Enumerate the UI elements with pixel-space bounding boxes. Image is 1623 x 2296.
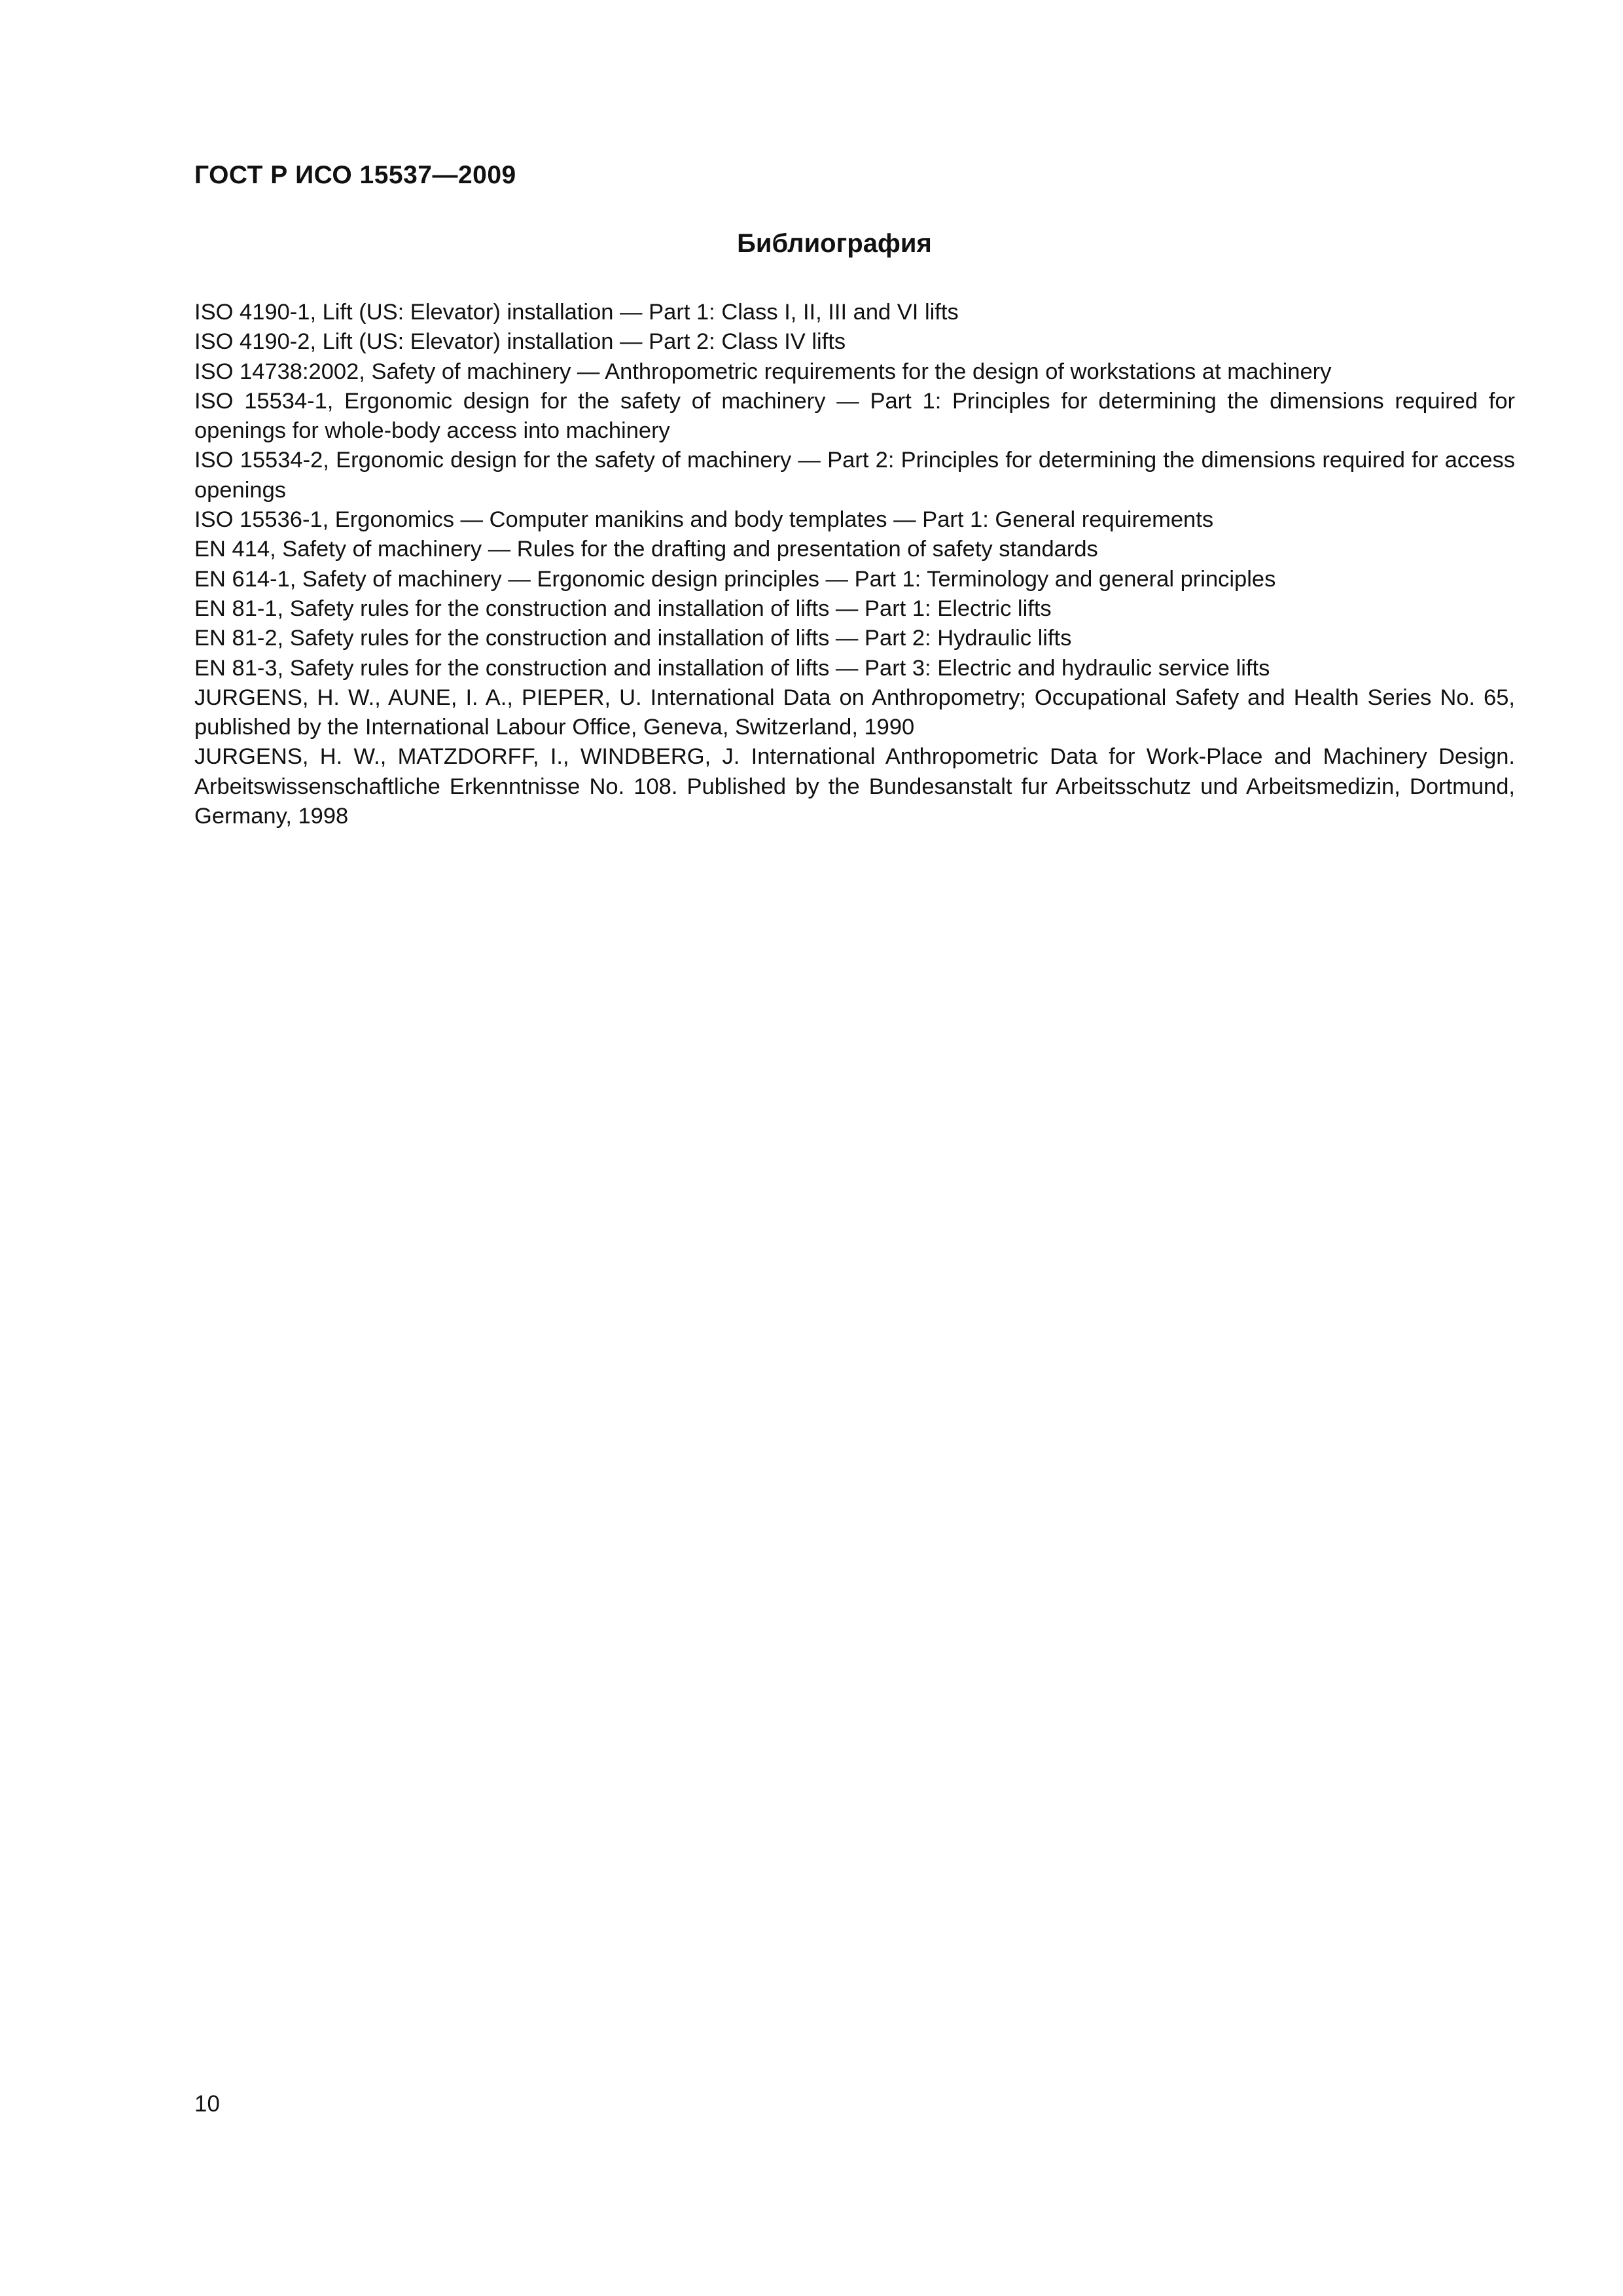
- bibliography-entry: ISO 4190-2, Lift (US: Elevator) installation — Part 2: Class IV lifts: [194, 329, 846, 355]
- bibliography-entry: EN 414, Safety of machinery — Rules for the drafting and presentation of safety standards: [194, 537, 1098, 562]
- document-header: ГОСТ Р ИСО 15537—2009: [194, 161, 516, 189]
- bibliography-entry: EN 614-1, Safety of machinery — Ergonomic design principles — Part 1: Terminology and general principles: [194, 566, 1276, 592]
- bibliography-entry: EN 81-2, Safety rules for the construction and installation of lifts — Part 2: Hydraulic lifts: [194, 626, 1072, 651]
- bibliography-entry: ISO 14738:2002, Safety of machinery — Anthropometric requirements for the design of workstations at machinery: [194, 359, 1332, 384]
- bibliography-entry: ISO 4190-1, Lift (US: Elevator) installation — Part 1: Class I, II, III and VI lifts: [194, 300, 959, 325]
- bibliography-entry: EN 81-3, Safety rules for the construction and installation of lifts — Part 3: Electric and hydraulic service lifts: [194, 655, 1270, 681]
- bibliography-entry: ISO 15534-2, Ergonomic design for the safety of machinery — Part 2: Principles for determining the dimensions required for access openings: [194, 448, 1515, 503]
- bibliography-entry: EN 81-1, Safety rules for the construction and installation of lifts — Part 1: Electric lifts: [194, 596, 1052, 621]
- bibliography-entry: JURGENS, H. W., MATZDORFF, I., WINDBERG, J. International Anthropometric Data for Work-Place and Machinery Design. Arbeitswissenschaftliche Erkenntnisse No. 108. Published by the Bundesanstalt fur Arbeitsschutz und Arbeitsmedizin, Dortmund, Germany, 1998: [194, 744, 1515, 829]
- bibliography-entry: ISO 15534-1, Ergonomic design for the safety of machinery — Part 1: Principles for determining the dimensions required for openings for whole-body access into machinery: [194, 388, 1515, 444]
- section-title: Библиография: [737, 229, 932, 258]
- bibliography-list: [194, 298, 1515, 831]
- bibliography-entry: JURGENS, H. W., AUNE, I. A., PIEPER, U. International Data on Anthropometry; Occupational Safety and Health Series No. 65, published by the International Labour Office, Geneva, Switzerland, 1990: [194, 685, 1515, 740]
- page-number: 10: [194, 2091, 220, 2117]
- bibliography-entry: ISO 15536-1, Ergonomics — Computer manikins and body templates — Part 1: General requirements: [194, 507, 1214, 533]
